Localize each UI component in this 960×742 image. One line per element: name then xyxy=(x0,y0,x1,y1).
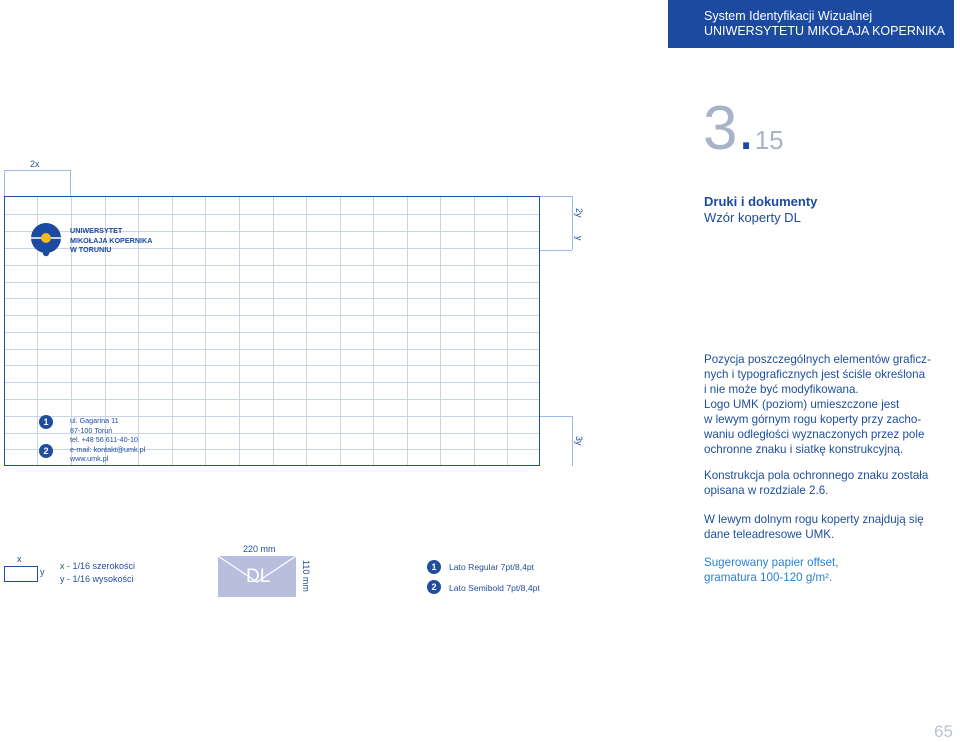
legend-x: x xyxy=(17,554,22,564)
dl-envelope-icon xyxy=(218,556,296,597)
section-heading: Druki i dokumenty xyxy=(704,194,818,209)
chapter-main: 3 xyxy=(703,94,738,163)
desc-line: i nie może być modyfikowana. xyxy=(704,383,859,396)
marker-2: 2 xyxy=(39,444,53,458)
dl-label: DL xyxy=(246,566,271,587)
paper-line: gramatura 100-120 g/m². xyxy=(704,571,833,584)
desc-line: Logo UMK (poziom) umieszczone jest xyxy=(704,398,900,411)
address-line: ul. Gagarina 11 xyxy=(70,416,119,425)
address-line: 87-100 Toruń xyxy=(70,425,113,435)
section-title xyxy=(704,194,817,226)
chapter-number xyxy=(703,94,784,163)
grid-line xyxy=(306,197,307,465)
grid-line xyxy=(507,197,508,465)
guide-2x-right xyxy=(70,170,71,196)
address-line: tel. +48 56 611-40-10 xyxy=(70,435,138,445)
guide-y-bottom xyxy=(540,250,572,251)
section-subheading: Wzór koperty DL xyxy=(704,210,801,225)
grid-line xyxy=(239,197,240,465)
logo-text xyxy=(70,226,152,255)
legend-y-definition: y - 1/16 wysokości xyxy=(60,574,134,584)
grid-line xyxy=(5,332,539,333)
guide-right-top xyxy=(572,196,573,250)
grid-line xyxy=(340,197,341,465)
logo-line: MIKOŁAJA KOPERNIKA xyxy=(70,235,153,245)
grid-line xyxy=(5,382,539,383)
address-line: www.umk.pl xyxy=(70,454,109,464)
label-3y: 3y xyxy=(574,436,584,446)
desc-line: Konstrukcja pola ochronnego znaku została xyxy=(704,469,929,482)
font-marker-2: 2 xyxy=(427,580,441,594)
header-line-1: System Identyfikacji Wizualnej xyxy=(704,9,873,23)
paper-line: Sugerowany papier offset, xyxy=(704,556,839,569)
desc-line: nych i typograficznych jest ściśle określona xyxy=(704,368,926,381)
font-marker-1: 1 xyxy=(427,560,441,574)
grid-line xyxy=(373,197,374,465)
grid-line xyxy=(273,197,274,465)
description-p1 xyxy=(704,352,944,457)
grid-line xyxy=(5,265,539,266)
grid-line xyxy=(474,197,475,465)
address-block xyxy=(70,416,145,464)
logo-line: UNIWERSYTET xyxy=(70,226,123,235)
description-p2 xyxy=(704,468,944,498)
marker-1: 1 xyxy=(39,415,53,429)
guide-right-bottom xyxy=(572,416,573,466)
legend-height: 110 mm xyxy=(301,560,311,592)
legend-x-definition: x - 1/16 szerokości xyxy=(60,561,136,571)
grid-line xyxy=(5,349,539,350)
font-2-label: Lato Semibold 7pt/8,4pt xyxy=(449,583,540,593)
grid-line xyxy=(407,197,408,465)
grid-line xyxy=(440,197,441,465)
desc-line: opisana w rozdziale 2.6. xyxy=(704,484,829,497)
header-bar xyxy=(668,0,954,48)
umk-logo xyxy=(30,222,64,265)
guide-2x-left xyxy=(4,170,5,196)
guide-2y-top xyxy=(540,196,572,197)
legend-y: y xyxy=(40,567,45,577)
grid-line xyxy=(5,399,539,400)
logo-line: W TORUNIU xyxy=(70,245,112,255)
page-number: 65 xyxy=(934,722,953,741)
label-2y: 2y xyxy=(574,208,584,218)
header-line-2: UNIWERSYTETU MIKOŁAJA KOPERNIKA xyxy=(704,24,946,38)
umk-logo-icon xyxy=(30,222,64,260)
description-paper xyxy=(704,555,944,585)
grid-line xyxy=(205,197,206,465)
desc-line: Pozycja poszczególnych elementów graficz- xyxy=(704,353,931,366)
grid-line xyxy=(172,197,173,465)
chapter-sub: 15 xyxy=(754,125,784,155)
label-y: y xyxy=(574,236,584,241)
description-p3 xyxy=(704,512,944,542)
desc-line: W lewym dolnym rogu koperty znajdują się xyxy=(704,513,924,526)
legend-width: 220 mm xyxy=(243,544,276,554)
grid-line xyxy=(5,298,539,299)
desc-line: w lewym górnym rogu koperty przy zacho- xyxy=(704,413,922,426)
desc-line: waniu odległości wyznaczonych przez pole xyxy=(704,428,925,441)
label-2x: 2x xyxy=(30,159,40,169)
grid-line xyxy=(5,214,539,215)
grid-line xyxy=(5,282,539,283)
guide-3y-top xyxy=(540,416,572,417)
grid-line xyxy=(5,315,539,316)
grid-line xyxy=(5,365,539,366)
font-1-label: Lato Regular 7pt/8,4pt xyxy=(449,562,535,572)
guide-2x-top xyxy=(4,170,70,171)
desc-line: dane teleadresowe UMK. xyxy=(704,528,835,541)
address-line: e-mail: kontakt@umk.pl xyxy=(70,444,146,454)
legend-xy-box xyxy=(4,566,38,582)
chapter-dot: . xyxy=(737,94,755,163)
desc-line: ochronne znaku i siatkę konstrukcyjną. xyxy=(704,443,904,456)
